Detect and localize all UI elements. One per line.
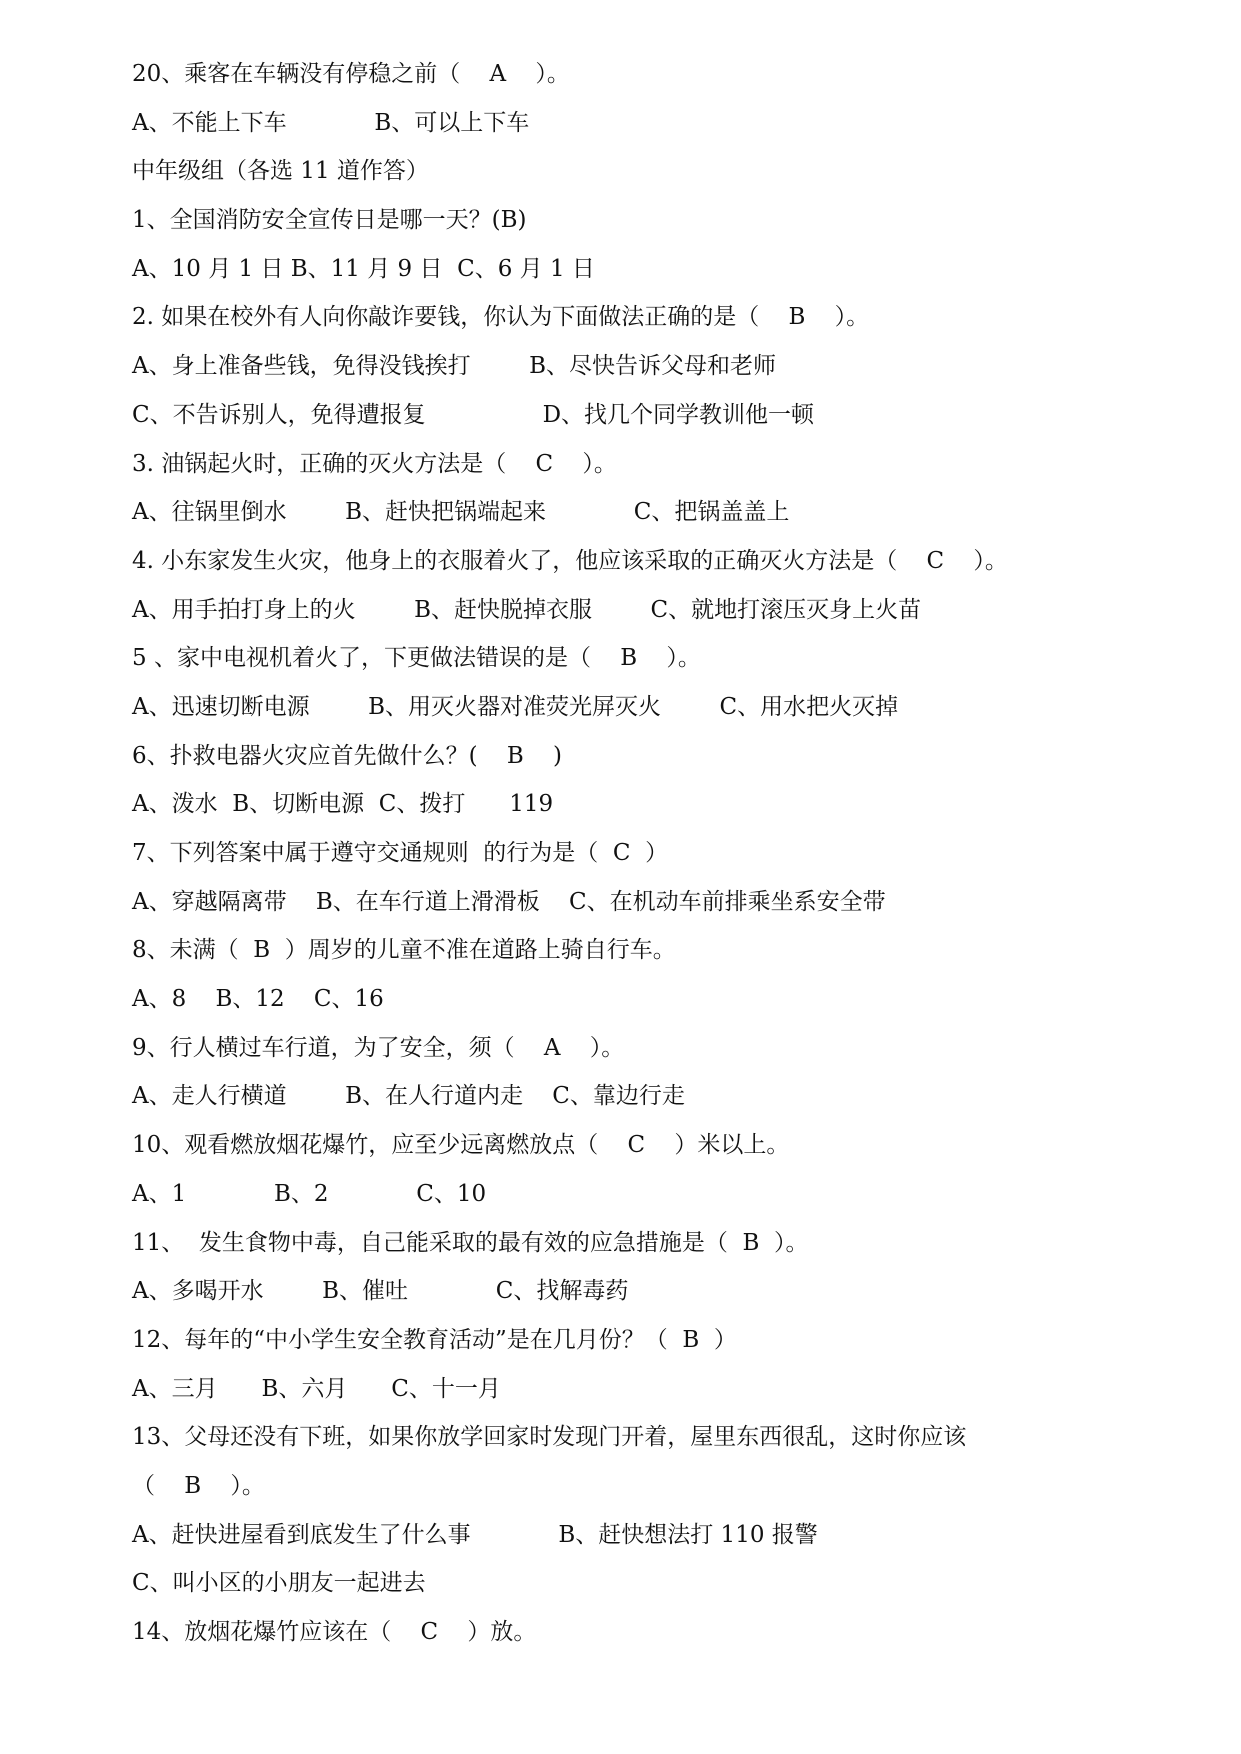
question-7: 7、下列答案中属于遵守交通规则 的行为是（ C ） xyxy=(132,840,669,866)
question-4-options: A、用手拍打身上的火 B、赶快脱掉衣服 C、就地打滚压灭身上火苗 xyxy=(132,596,922,623)
question-7-options: A、穿越隔离带 B、在车行道上滑滑板 C、在机动车前排乘坐系安全带 xyxy=(132,888,886,915)
question-5-options: A、迅速切断电源 B、用灭火器对准荧光屏灭火 C、用水把火灭掉 xyxy=(132,693,899,720)
question-8: 8、未满（ B ）周岁的儿童不准在道路上骑自行车。 xyxy=(132,937,676,964)
question-12: 12、每年的“中小学生安全教育活动”是在几月份？（ B ） xyxy=(132,1326,737,1353)
question-9-options: A、走人行横道 B、在人行道内走 C、靠边行走 xyxy=(132,1083,685,1110)
section-heading: 中年级组（各选 11 道作答） xyxy=(132,158,429,185)
question-11: 11、 发生食物中毒，自己能采取的最有效的应急措施是（ B ）。 xyxy=(132,1229,809,1256)
question-2-options-ab: A、身上准备些钱，免得没钱挨打 B、尽快告诉父母和老师 xyxy=(132,353,776,380)
question-12-options: A、三月 B、六月 C、十一月 xyxy=(132,1375,501,1402)
question-11-options: A、多喝开水 B、催吐 C、找解毒药 xyxy=(132,1278,629,1305)
document-body xyxy=(132,50,1132,1657)
question-20-options: A、不能上下车 B、可以上下车 xyxy=(132,109,530,136)
question-2: 2. 如果在校外有人向你敲诈要钱，你认为下面做法正确的是（ B ）。 xyxy=(132,304,870,331)
question-6-options: A、泼水 B、切断电源 C、拨打 119 xyxy=(132,791,554,818)
question-3: 3. 油锅起火时，正确的灭火方法是（ C ）。 xyxy=(132,450,617,477)
question-6: 6、扑救电器火灾应首先做什么？( B ) xyxy=(132,742,562,769)
question-13: 13、父母还没有下班，如果你放学回家时发现门开着，屋里东西很乱，这时你应该 xyxy=(132,1424,967,1451)
question-1-options: A、10 月 1 日 B、11 月 9 日 C、6 月 1 日 xyxy=(132,255,595,282)
question-2-options-cd: C、不告诉别人，免得遭报复 D、找几个同学教训他一顿 xyxy=(132,401,815,428)
question-13-option-c: C、叫小区的小朋友一起进去 xyxy=(132,1570,426,1597)
question-3-options: A、往锅里倒水 B、赶快把锅端起来 C、把锅盖盖上 xyxy=(132,499,790,526)
question-1: 1、全国消防安全宣传日是哪一天？(B) xyxy=(132,207,527,234)
question-10: 10、观看燃放烟花爆竹，应至少远离燃放点（ C ）米以上。 xyxy=(132,1132,790,1159)
question-9: 9、行人横过车行道，为了安全，须（ A ）。 xyxy=(132,1034,625,1061)
question-13-options-ab: A、赶快进屋看到底发生了什么事 B、赶快想法打 110 报警 xyxy=(132,1521,818,1548)
question-8-options: A、8 B、12 C、16 xyxy=(132,986,384,1013)
question-14: 14、放烟花爆竹应该在（ C ）放。 xyxy=(132,1619,537,1645)
question-20: 20、乘客在车辆没有停稳之前（ A ）。 xyxy=(132,61,570,87)
question-5: 5 、家中电视机着火了，下更做法错误的是（ B ）。 xyxy=(132,645,701,672)
question-4: 4. 小东家发生火灾，他身上的衣服着火了，他应该采取的正确灭火方法是（ C ）。 xyxy=(132,547,1008,574)
question-10-options: A、1 B、2 C、10 xyxy=(132,1180,487,1207)
question-13-answer: （ B ）。 xyxy=(132,1472,265,1499)
